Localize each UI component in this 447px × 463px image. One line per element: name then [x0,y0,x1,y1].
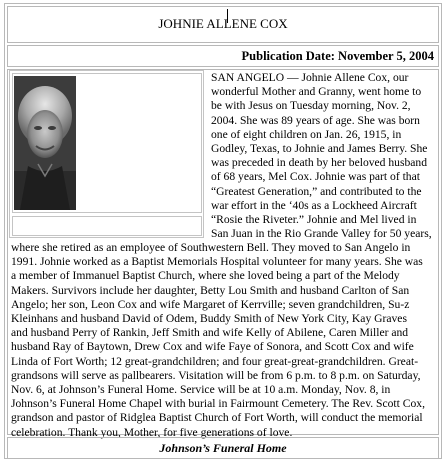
publication-date: Publication Date: November 5, 2004 [7,45,439,67]
text-line: war effort in the ‘40s as a Lockheed Aircraft [211,198,417,212]
text-line: was preceded in death by her beloved husband [211,156,428,170]
text-line: Angelo; her son, Leon Cox and wife Margaret of Kerrville; seven grandchildren, Su-z [11,297,410,311]
text-line: and husband Perry of Rankin, Jeff Smith and wife Kelly of Abilene, Caren Miller and [11,326,409,340]
text-line: Kleinhans and husband David of Odem, Buddy Smith of New York City, Kay Graves [11,312,407,326]
text-line: one of eight children on Jan. 26, 1915, in [211,127,402,141]
text-line: husband Ray of Baytown, Drew Cox and wife Faye of Sonora, and Scott Cox and wife [11,340,414,354]
text-line: 2004. She was 89 years of age. She was born [211,113,420,127]
text-line: be with Jesus on Tuesday morning, Nov. 2, [211,99,411,113]
text-line: wonderful Mother and Granny, went home to [211,85,422,99]
obituary-text-beside-photo [211,71,439,241]
text-line: Johnson’s Funeral Home Chapel with burial in Fairmount Cemetery. The Rev. Scott Cox, [11,397,425,411]
obituary-text-full-width [11,241,439,440]
funeral-home-footer: Johnson’s Funeral Home [7,437,439,459]
text-line: of 68 years, Mel Cox. Johnie was part of that [211,170,420,184]
text-line: “Greatest Generation,” and contributed to the [211,184,422,198]
text-line: San Juan in the Rio Grande Valley for 50 years, [211,227,432,241]
text-line: grandson and pastor of Ridglea Baptist Church of Fort Worth, will conduct the memorial [11,411,423,425]
photo-caption-cell [12,216,202,236]
text-line: celebration. Thank you, Mother, for five generations of love. [11,425,293,439]
text-line: a member of Immanuel Baptist Church, where she loved being a part of the Melody [11,269,400,283]
text-line: Nov. 6, at Johnson’s Funeral Home. Service will be at 10 a.m. Monday, Nov. 8, in [11,383,391,397]
portrait-photo [14,76,76,210]
text-line: SAN ANGELO — Johnie Allene Cox, our [211,71,409,84]
text-line: 1991. Johnie worked as a Baptist Memorials Hospital volunteer for many years. She was [11,255,423,269]
text-line: Linda of Fort Worth; 12 great-grandchildren; and four great-great-grandchildren. Great- [11,354,419,368]
text-line: Makers. Survivors include her daughter, Betty Lou Smith and husband Carlton of San [11,283,410,297]
text-line: where she retired as an employee of Southwestern Bell. They moved to San Angelo in [11,241,411,254]
text-line: “Rosie the Riveter.” Johnie and Mel lived in [211,213,417,227]
obituary-title: JOHNIE ALLENE COX [7,6,439,43]
text-line: grandsons will serve as pallbearers. Visitation will be from 6 p.m. to 8 p.m. on Saturday, [11,368,421,382]
text-line: Godley, Texas, to Johnie and James Berry. She [211,142,428,156]
